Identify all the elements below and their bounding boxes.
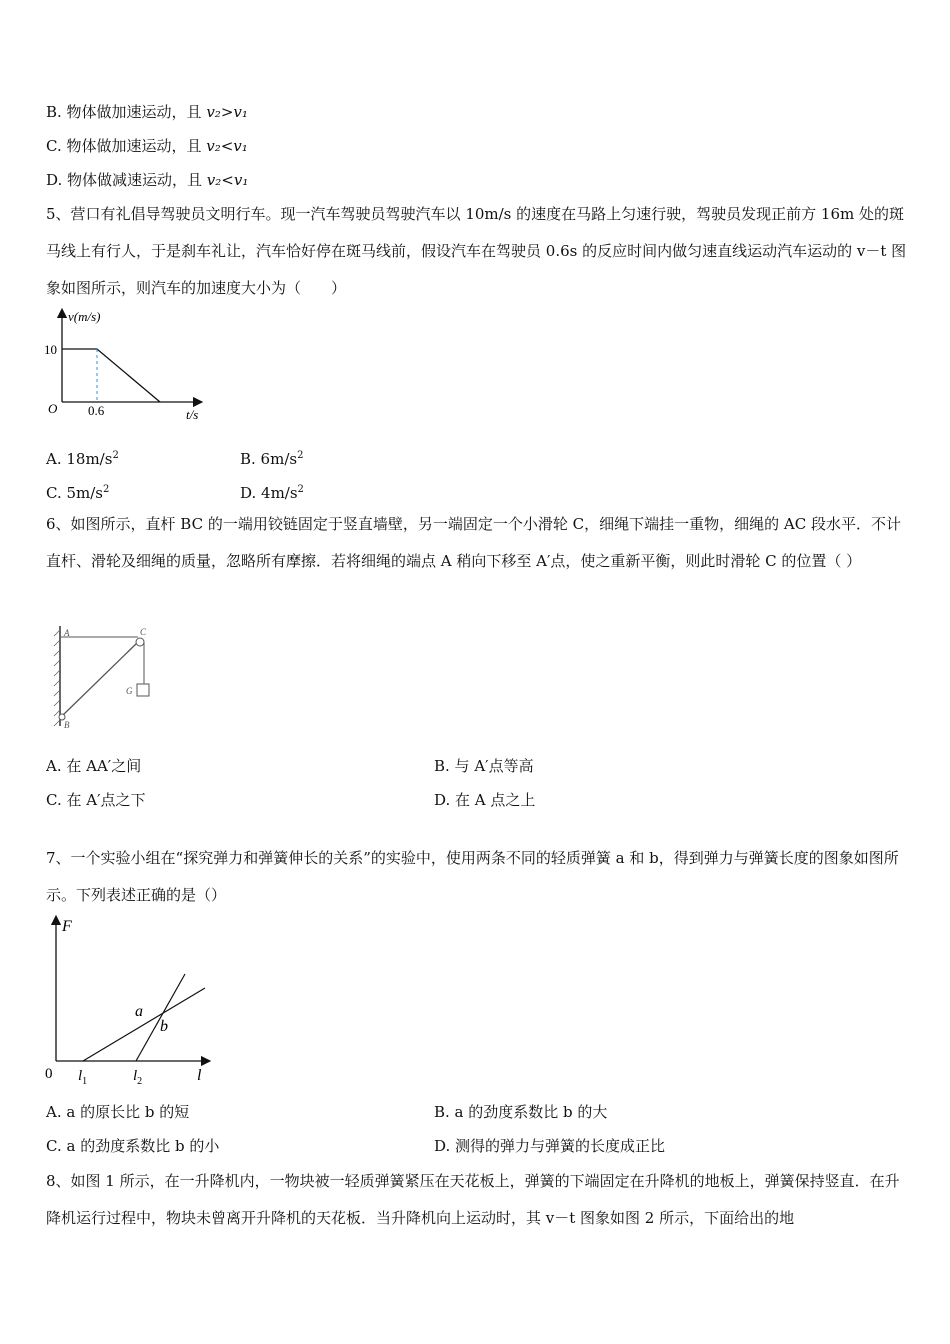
q6-rod-bc <box>62 642 138 716</box>
q7-option-b[interactable]: B. a 的劲度系数比 b 的大 <box>434 1103 608 1121</box>
q7-option-d[interactable]: D. 测得的弹力与弹簧的长度成正比 <box>434 1137 666 1155</box>
q7-line-a <box>83 988 205 1061</box>
q5-option-a[interactable]: A. $18m/s^2$ <box>46 450 119 468</box>
q6-pulley-figure <box>50 622 160 732</box>
prev-option-b: B. 物体做加速运动，且 v₂>v₁ <box>46 103 248 121</box>
q7-y-label: F <box>62 918 72 935</box>
q5-y-label: v(m/s) <box>68 309 101 324</box>
q5-option-c[interactable]: C. $5m/s^2$ <box>46 484 110 502</box>
q5-velocity-line <box>62 349 160 402</box>
prev-option-c: C. 物体做加速运动，且 v₂<v₁ <box>46 137 248 155</box>
q6-option-d[interactable]: D. 在 A 点之上 <box>434 791 536 809</box>
q7-label-a: a <box>135 1003 143 1020</box>
q7-option-c[interactable]: C. a 的劲度系数比 b 的小 <box>46 1137 220 1155</box>
q7-label-b: b <box>160 1018 168 1035</box>
q5-option-b[interactable]: B. $6m/s^2$ <box>240 450 304 468</box>
q7-stem: 7、一个实验小组在“探究弹力和弹簧伸长的关系”的实验中，使用两条不同的轻质弹簧 a 和 b，得到弹力与弹簧长度的图象如图所示。下列表述正确的是（） <box>46 849 899 904</box>
q5-x-tick: 0.6 <box>88 403 105 418</box>
q5-x-label: t/s <box>186 407 199 422</box>
q7-tick-l1: $l_1$ <box>78 1068 88 1087</box>
q6-label-a: A <box>64 628 70 638</box>
q6-label-b: B <box>64 720 70 730</box>
q5-y-tick: 10 <box>44 342 57 357</box>
q7-option-a[interactable]: A. a 的原长比 b 的短 <box>46 1103 190 1121</box>
q5-stem: 5、营口有礼倡导驾驶员文明行车。现一汽车驾驶员驾驶汽车以 10m/s 的速度在马路上匀速行驶，驾驶员发现正前方 16m 处的斑马线上有行人，于是刹车礼让，汽车恰好停在斑马线前，假设汽车在驾驶员 0.6s 的反应时间内做匀速直线运动汽车运动的 v－t 图象如图所示，则汽车的加速度大小为（ ） <box>46 205 907 297</box>
q7-tick-l2: $l_2$ <box>133 1068 143 1087</box>
q6-option-c[interactable]: C. 在 A′点之下 <box>46 791 146 809</box>
q7-x-label: l <box>197 1067 202 1084</box>
q6-label-g: G <box>126 686 133 696</box>
q5-vt-graph <box>40 305 220 430</box>
q7-origin: 0 <box>45 1066 53 1082</box>
q6-option-b[interactable]: B. 与 A′点等高 <box>434 757 534 775</box>
q5-origin: O <box>48 401 58 416</box>
q5-option-d[interactable]: D. $4m/s^2$ <box>240 484 304 502</box>
q8-stem: 8、如图 1 所示，在一升降机内，一物块被一轻质弹簧紧压在天花板上，弹簧的下端固定在升降机的地板上，弹簧保持竖直．在升降机运行过程中，物块未曾离开升降机的天花板．当升降机向上运动时，其 v－t 图象如图 2 所示，下面给出的地 <box>46 1172 900 1227</box>
q6-option-a[interactable]: A. 在 AA′之间 <box>46 757 142 775</box>
q6-label-c: C <box>140 627 147 637</box>
q6-weight <box>137 684 149 696</box>
prev-option-d: D. 物体做减速运动，且 v₂<v₁ <box>46 171 249 189</box>
q6-stem: 6、如图所示，直杆 BC 的一端用铰链固定于竖直墙壁，另一端固定一个小滑轮 C，细绳下端挂一重物，细绳的 AC 段水平．不计直杆、滑轮及细绳的质量，忽略所有摩擦．若将细绳的端点 A 稍向下移至 A′点，使之重新平衡，则此时滑轮 C 的位置（ ） <box>46 515 901 570</box>
q7-force-length-graph <box>40 912 220 1092</box>
q6-pulley-c <box>136 638 144 646</box>
